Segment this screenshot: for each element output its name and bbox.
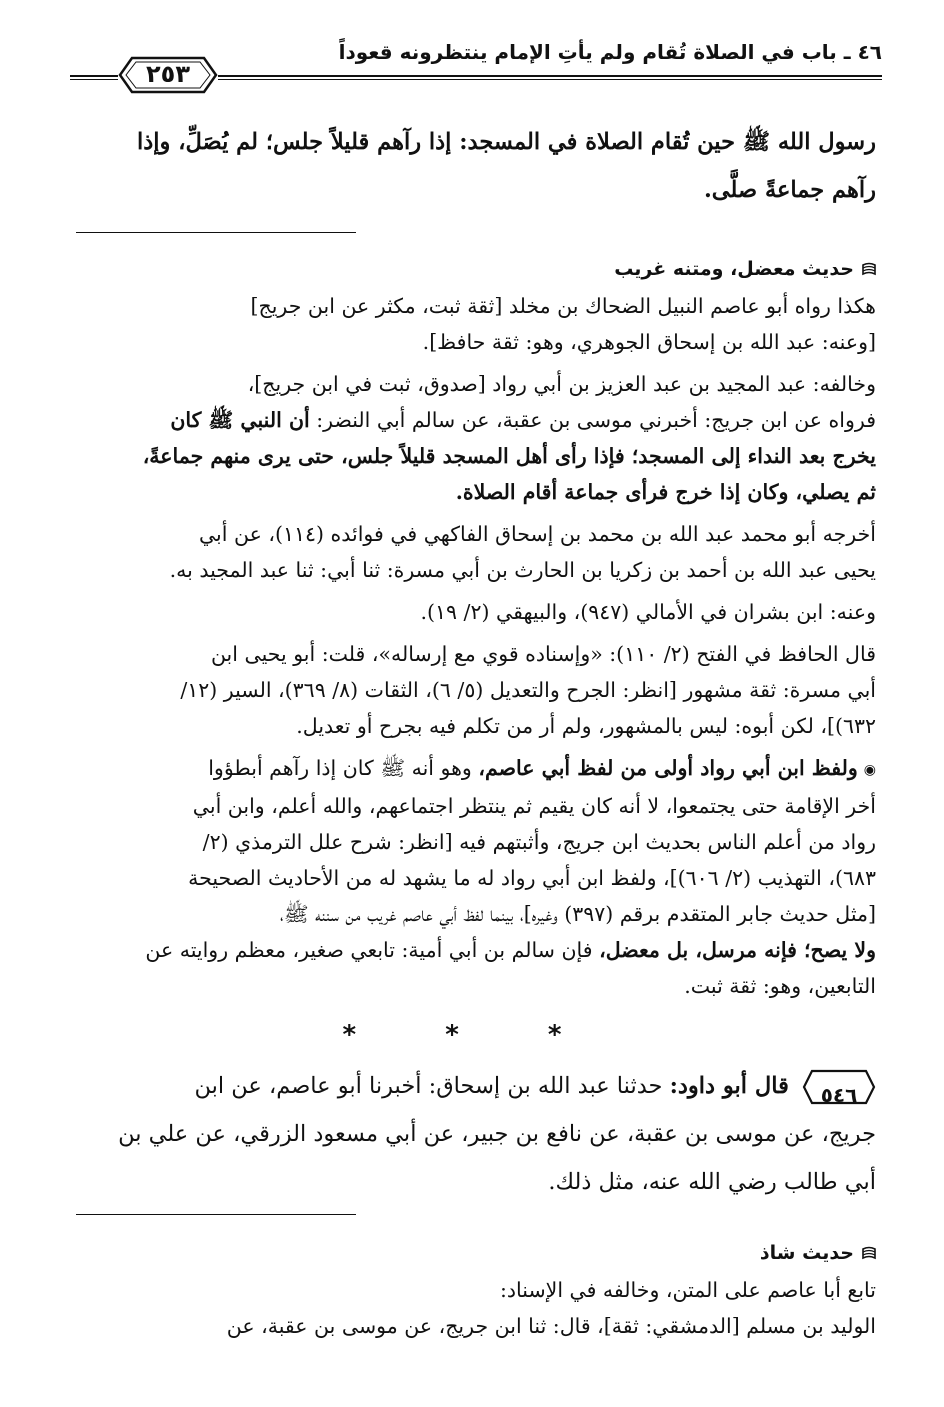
section-divider	[76, 232, 356, 233]
paragraph-line: وعنه: ابن بشران في الأمالي (٩٤٧)، والبيهقي (٢/ ١٩).	[420, 600, 876, 624]
paragraph-line: [مثل حديث جابر المتقدم برقم (٣٩٧) وغيره]، بينما لفظ أبي عاصم غريب من سننه ﷺ،	[279, 901, 876, 926]
section-heading	[76, 254, 876, 284]
book-bullet-icon	[862, 1246, 876, 1260]
hadith-line: رسول الله ﷺ حين تُقام الصلاة في المسجد: إذا رآهم قليلاً جلس؛ لم يُصَلِّ، وإذا	[137, 129, 876, 155]
commentary-section	[76, 254, 876, 1004]
bold-text-span: أن النبي ﷺ كان	[170, 408, 310, 432]
text-span: وهو أنه ﷺ كان إذا رآهم أبطؤوا	[208, 756, 472, 780]
paragraph-line	[76, 932, 876, 968]
paragraph-line: ٦٨٣)، التهذيب (٢/ ٦٠٦)]، ولفظ ابن أبي رواد له ما يشهد له من الأحاديث الصحيحة	[188, 865, 876, 890]
hadith-line	[76, 1062, 876, 1110]
paragraph-line: هكذا رواه أبو عاصم النبيل الضحاك بن مخلد [ثقة ثبت، مكثر عن ابن جريج]	[250, 294, 876, 318]
hadith-text-block	[76, 118, 876, 214]
paragraph-line: وخالفه: عبد المجيد بن عبد العزيز بن أبي رواد [صدوق، ثبت في ابن جريج]،	[247, 372, 876, 396]
hadith-number: ٥٤٦	[820, 1083, 858, 1107]
chapter-title: ٤٦ ـ باب في الصلاة تُقام ولم يأتِ الإمام ينتظرونه قعوداً	[338, 40, 882, 64]
section-divider	[76, 1214, 356, 1215]
paragraph-line: أخر الإقامة حتى يجتمعوا، لا أنه كان يقيم ثم ينتظر اجتماعهم، والله أعلم، وابن أبي	[192, 793, 876, 818]
section-heading-text: حديث شاذ	[759, 1242, 854, 1264]
page-number: ٢٥٣	[146, 60, 190, 88]
page-number-badge	[118, 52, 218, 98]
bold-text-span: ولفظ ابن أبي رواد أولى من لفظ أبي عاصم،	[478, 756, 858, 780]
paragraph-line: الوليد بن مسلم [الدمشقي: ثقة]، قال: ثنا ابن جريج، عن موسى بن عقبة، عن	[226, 1314, 876, 1338]
page-header	[70, 30, 882, 100]
hadith-number-badge	[802, 1068, 876, 1106]
paragraph-line: أخرجه أبو محمد عبد الله بن محمد بن إسحاق الفاكهي في فوائده (١١٤)، عن أبي	[198, 522, 876, 546]
speaker-label: قال أبو داود:	[669, 1073, 789, 1099]
commentary-section	[76, 1238, 876, 1344]
hadith-line: جريج، عن موسى بن عقبة، عن نافع بن جبير، عن أبي مسعود الزرقي، عن علي بن	[118, 1121, 876, 1147]
text-span: حدثنا عبد الله بن إسحاق: أخبرنا أبو عاصم، عن ابن	[194, 1073, 663, 1099]
paragraph-line: ٦٣٢)]، لكن أبوه: ليس بالمشهور، ولم أر من تكلم فيه بجرح أو تعديل.	[296, 714, 876, 738]
paragraph-line: ثم يصلي، وكان إذا خرج فرأى جماعة أقام الصلاة.	[455, 480, 876, 504]
paragraph-line: أبي مسرة: ثقة مشهور [انظر: الجرح والتعديل (٥/ ٦)، الثقات (٨/ ٣٦٩)، السير (١٢/	[180, 678, 876, 702]
text-span: فإن سالم بن أبي أمية: تابعي صغير، معظم روايته عن	[145, 937, 593, 962]
text-span: فرواه عن ابن جريج: أخبرني موسى بن عقبة، عن سالم أبي النضر:	[316, 408, 876, 432]
hadith-546-block	[76, 1062, 876, 1206]
paragraph-line: يحيى عبد الله بن أحمد بن زكريا بن الحارث بن أبي مسرة: ثنا أبي: ثنا عبد المجيد به.	[169, 558, 876, 582]
bold-text-span: ولا يصح؛ فإنه مرسل، بل معضل،	[599, 937, 876, 962]
section-heading-text: حديث معضل، ومتنه غريب	[614, 258, 854, 280]
paragraph-line	[76, 402, 876, 438]
paragraph-line: يخرج بعد النداء إلى المسجد؛ فإذا رأى أهل المسجد قليلاً جلس، حتى يرى منهم جماعةً،	[142, 444, 876, 468]
paragraph-line: تابع أبا عاصم على المتن، وخالفه في الإسناد:	[499, 1278, 876, 1302]
paragraph-line: [وعنه: عبد الله بن إسحاق الجوهري، وهو: ثقة حافظ].	[422, 330, 876, 354]
section-heading	[76, 1238, 876, 1268]
paragraph-line: قال الحافظ في الفتح (٢/ ١١٠): «وإسناده قوي مع إرساله»، قلت: أبو يحيى ابن	[210, 642, 876, 666]
circle-bullet-icon: ◉	[863, 761, 876, 778]
paragraph-line: التابعين، وهو: ثقة ثبت.	[684, 973, 876, 998]
hadith-line: رآهم جماعةً صلَّى.	[703, 177, 876, 203]
hadith-line: أبي طالب رضي الله عنه، مثل ذلك.	[548, 1169, 876, 1195]
paragraph-line: رواد من أعلم الناس بحديث ابن جريج، وأثبتهم فيه [انظر: شرح علل الترمذي (٢/	[202, 829, 876, 854]
book-bullet-icon	[862, 262, 876, 276]
section-stars: * * *	[342, 1020, 602, 1050]
paragraph-line	[76, 750, 876, 788]
